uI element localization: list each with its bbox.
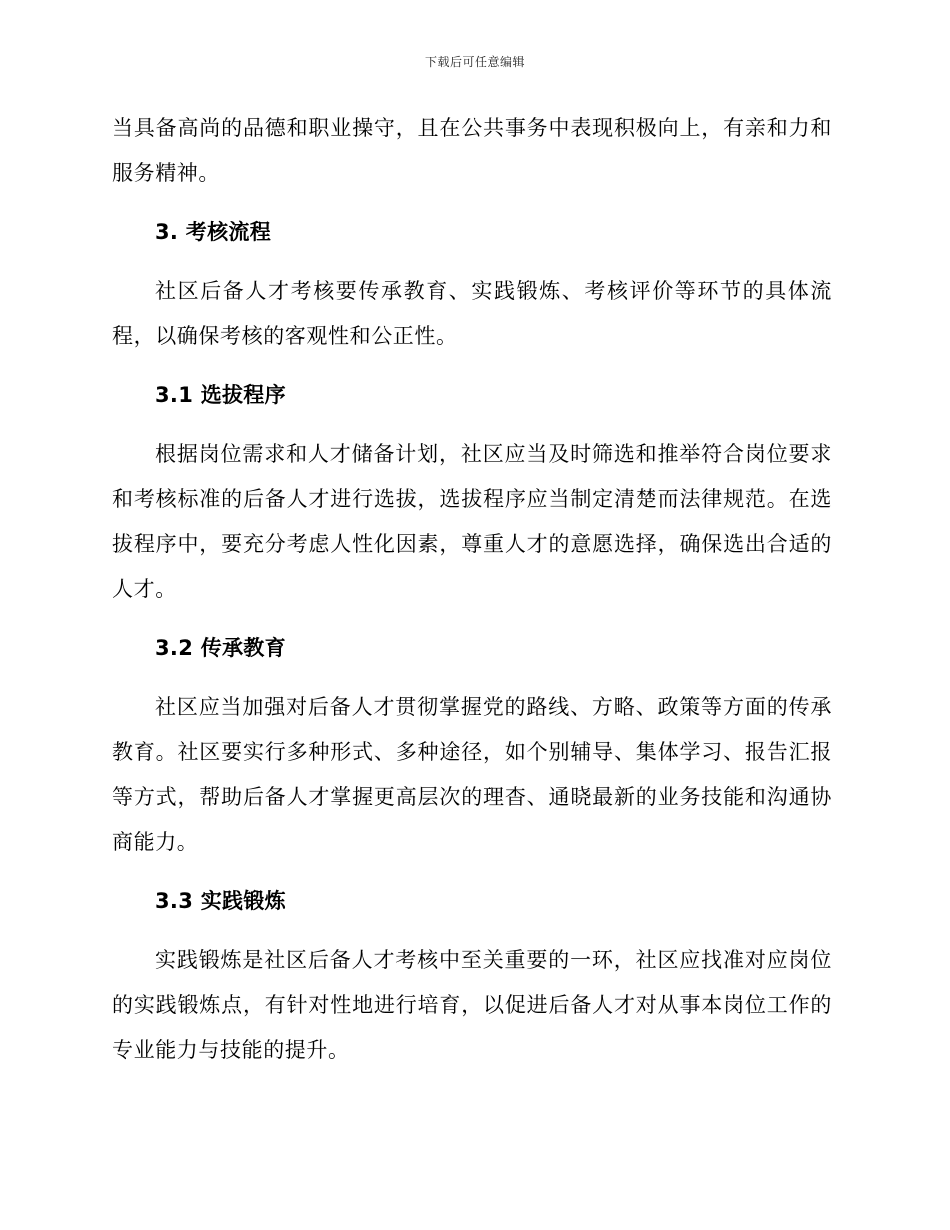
document-body bbox=[112, 106, 832, 1073]
section-3-heading: 3. 考核流程 bbox=[155, 220, 271, 244]
section-3-2-paragraph: 社区应当加强对后备人才贯彻掌握党的路线、方略、政策等方面的传承教育。社区要实行多种形式、多种途径，如个别辅导、集体学习、报告汇报等方式，帮助后备人才掌握更高层次的理杳、通晓最新的业务技能和沟通协商能力。 bbox=[112, 695, 832, 854]
section-3-2-heading: 3.2 传承教育 bbox=[155, 636, 286, 660]
section-3-paragraph: 社区后备人才考核要传承教育、实践锻炼、考核评价等环节的具体流程，以确保考核的客观性和公正性。 bbox=[112, 279, 832, 348]
intro-paragraph: 当具备高尚的品德和职业操守，且在公共事务中表现积极向上，有亲和力和服务精神。 bbox=[112, 116, 832, 185]
section-3-1-paragraph: 根据岗位需求和人才储备计划，社区应当及时筛选和推举符合岗位要求和考核标准的后备人才进行选拔，选拔程序应当制定清楚而法律规范。在选拔程序中，要充分考虑人性化因素，尊重人才的意愿选择，确保选出合适的人才。 bbox=[112, 442, 832, 601]
section-3-3-paragraph: 实践锻炼是社区后备人才考核中至关重要的一环，社区应找准对应岗位的实践锻炼点，有针对性地进行培育，以促进后备人才对从事本岗位工作的专业能力与技能的提升。 bbox=[112, 948, 832, 1062]
section-3-1-heading: 3.1 选拔程序 bbox=[155, 383, 286, 407]
section-3-3-heading: 3.3 实践锻炼 bbox=[155, 889, 286, 913]
page-header-note: 下载后可任意编辑 bbox=[424, 55, 525, 69]
